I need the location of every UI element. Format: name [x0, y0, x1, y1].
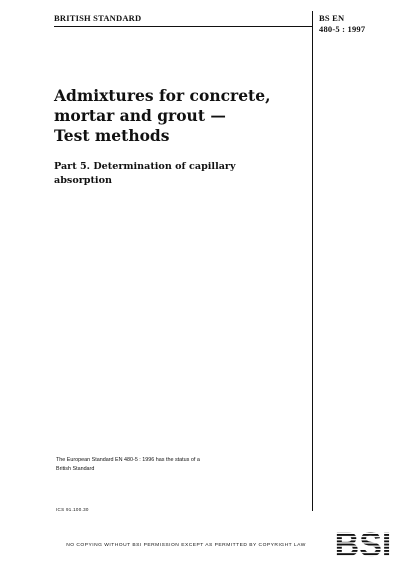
- subtitle-line2: absorption: [54, 174, 112, 186]
- subtitle-line1: Part 5. Determination of capillary: [54, 161, 236, 172]
- title-line1: Admixtures for concrete,: [54, 86, 271, 105]
- document-subtitle: [54, 160, 304, 187]
- standard-id-line1: BS EN: [319, 13, 345, 23]
- standard-number: [319, 13, 399, 34]
- status-statement: [56, 456, 286, 473]
- document-title: [54, 86, 304, 146]
- status-line1: The European Standard EN 480-5 : 1996 has the status of a: [56, 457, 200, 463]
- standard-id-line2: 480-5 : 1997: [319, 23, 366, 34]
- status-line2: British Standard: [56, 465, 95, 472]
- title-line3: Test methods: [54, 126, 170, 145]
- vertical-rule: [312, 11, 313, 511]
- copyright-notice: NO COPYING WITHOUT BSI PERMISSION EXCEPT AS PERMITTED BY COPYRIGHT LAW: [66, 543, 306, 548]
- bsi-logo-icon: [328, 518, 398, 560]
- organization-label: BRITISH STANDARD: [54, 13, 312, 27]
- title-line2: mortar and grout —: [54, 106, 226, 125]
- ics-code: ICS 91.100.30: [56, 507, 89, 512]
